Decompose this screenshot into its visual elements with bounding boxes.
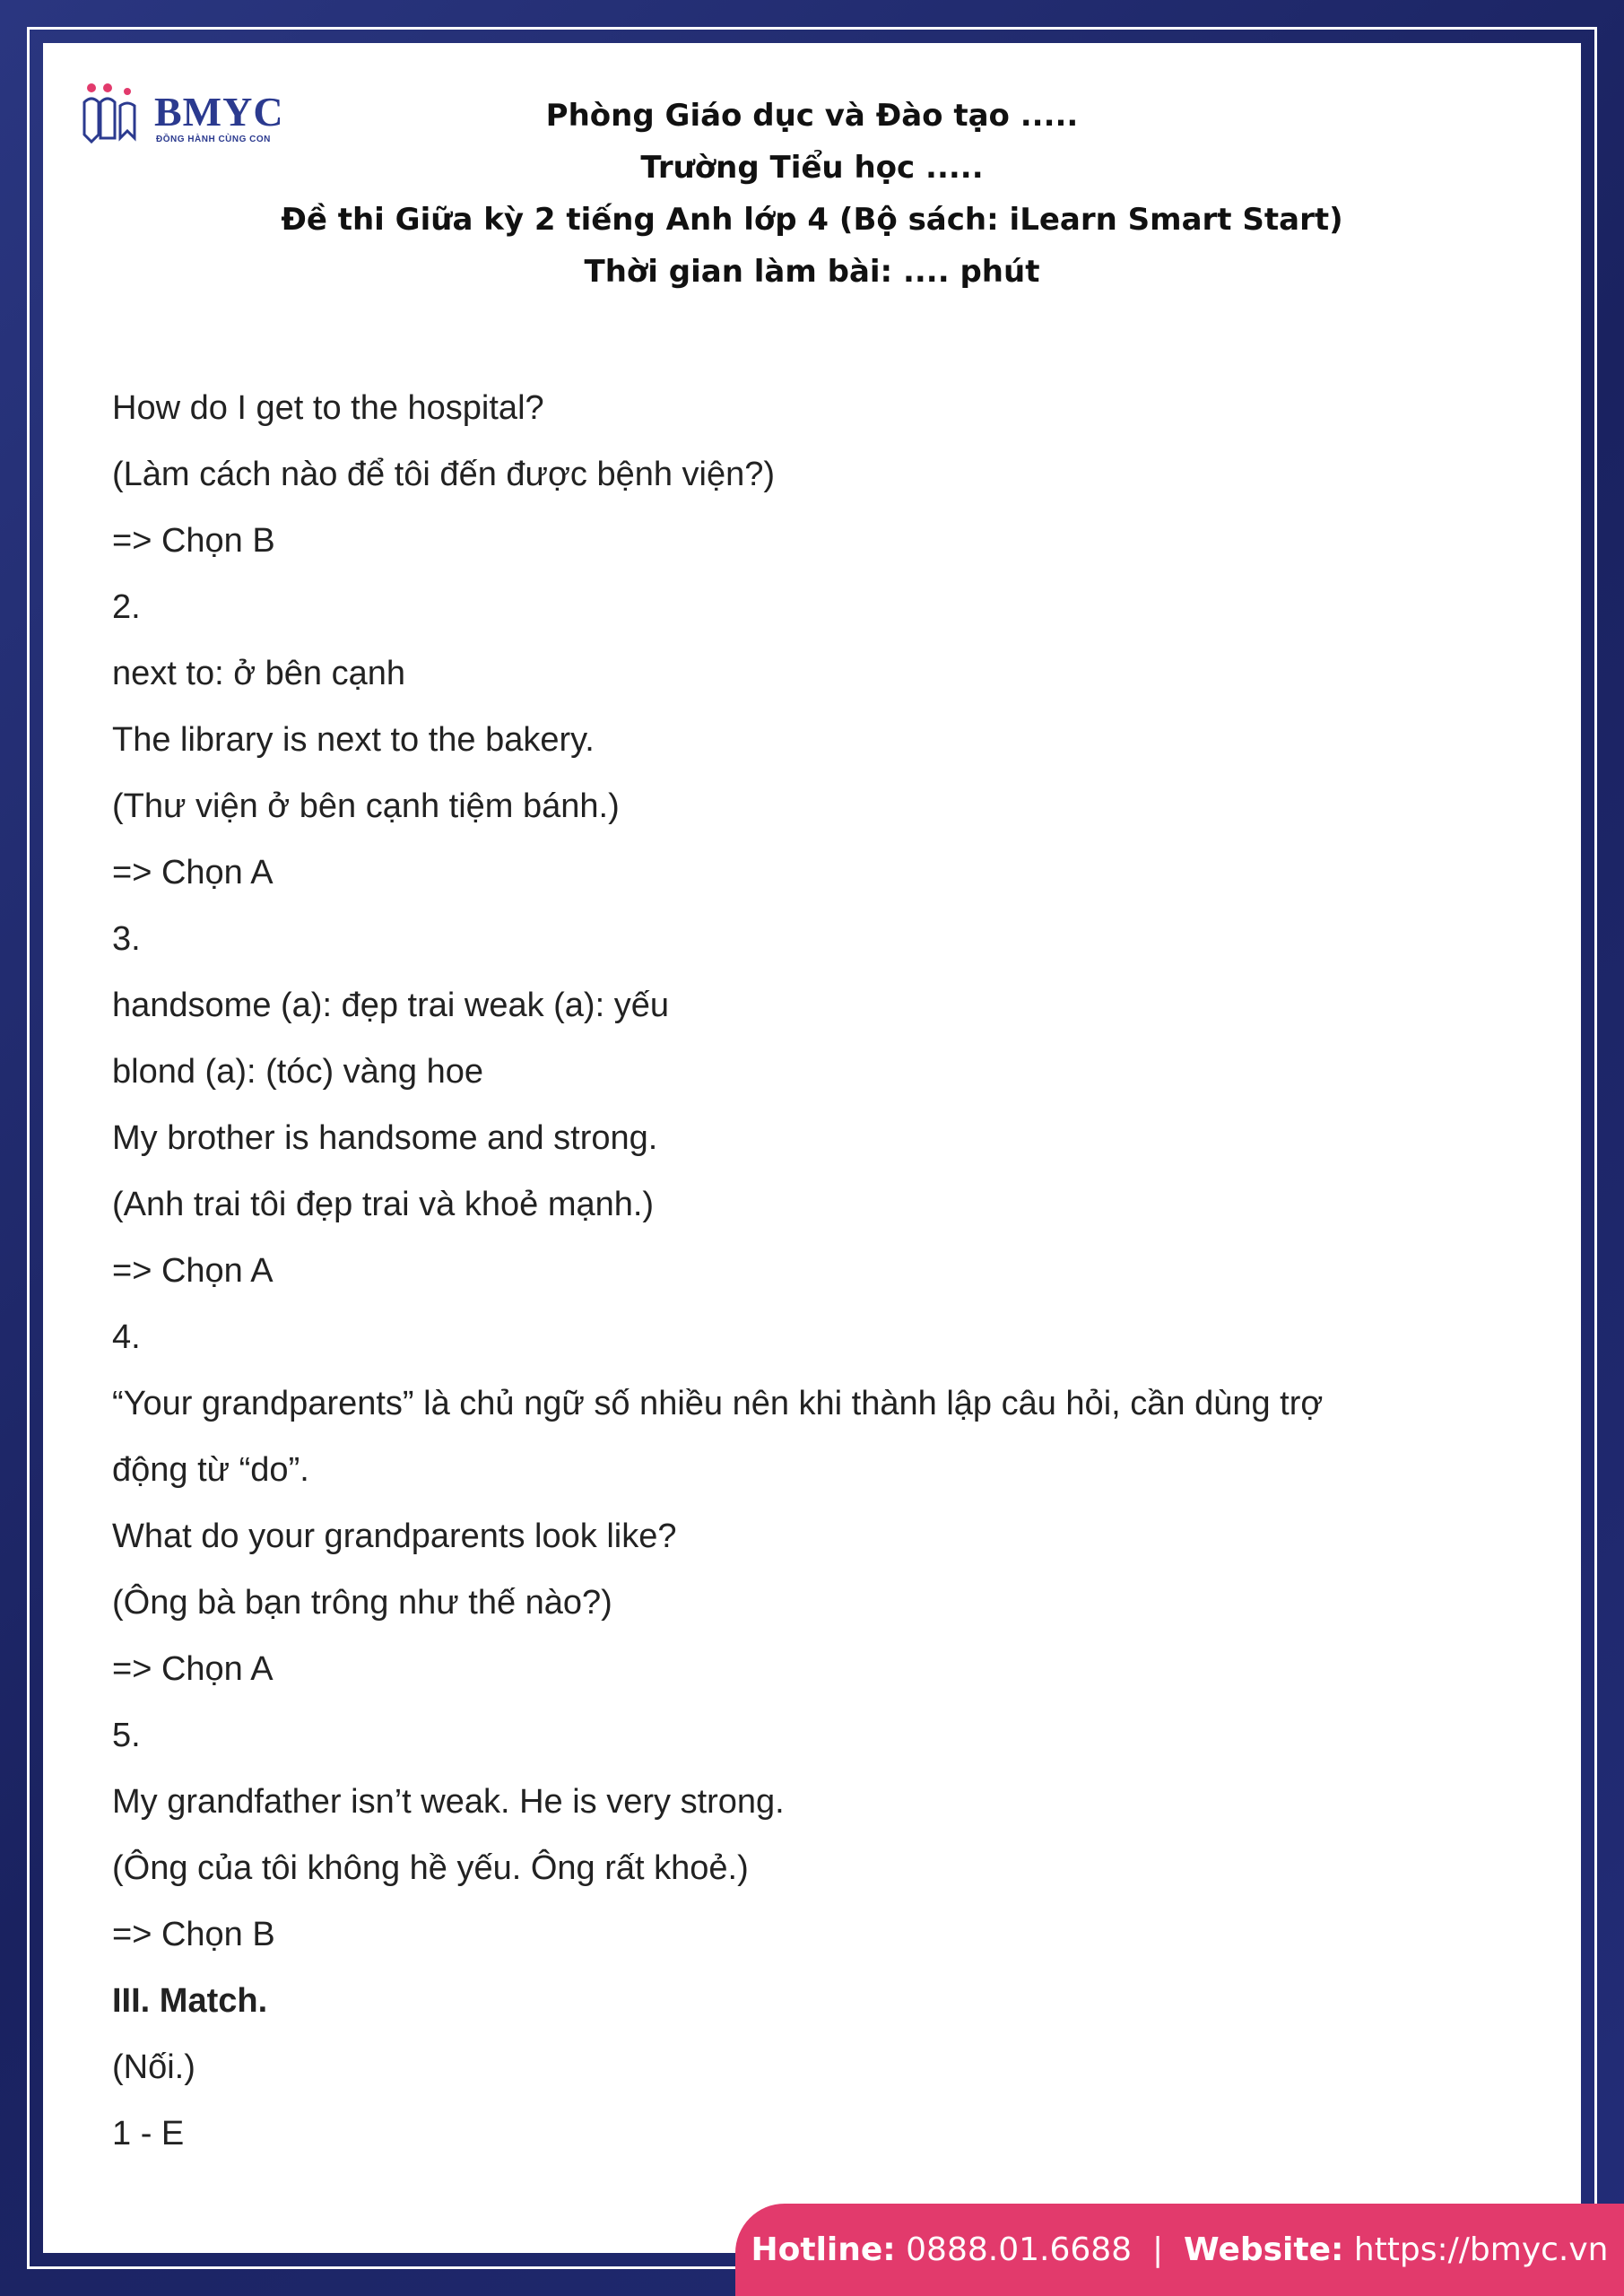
text-line: (Nối.) [112,2048,195,2086]
text-line: My grandfather isn’t weak. He is very strong. [112,1783,785,1821]
text-line: (Ông của tôi không hề yếu. Ông rất khoẻ.) [112,1849,749,1887]
text-line: How do I get to the hospital? [112,389,544,427]
text-line: => Chọn B [112,522,275,560]
footer-separator: | [1151,2231,1164,2268]
answer-key-content [112,375,1529,2167]
brand-tagline: ĐỒNG HÀNH CÙNG CON [156,135,271,144]
website-label: Website: [1184,2231,1344,2268]
text-line: blond (a): (tóc) vàng hoe [112,1053,484,1091]
text-line: next to: ở bên cạnh [112,655,406,692]
document-page [43,43,1581,2253]
header-school: Trường Tiểu học ..... [640,150,984,186]
text-line: => Chọn A [112,854,274,891]
text-line: => Chọn A [112,1252,274,1290]
text-line: 4. [112,1318,141,1356]
text-line: (Ông bà bạn trông như thế nào?) [112,1584,612,1622]
text-line: (Thư viện ở bên cạnh tiệm bánh.) [112,787,620,825]
text-line: The library is next to the bakery. [112,721,595,759]
text-line: 5. [112,1717,141,1754]
section-heading: III. Match. [112,1982,268,2020]
text-line: handsome (a): đẹp trai weak (a): yếu [112,987,669,1024]
brand-name: BMYC [154,89,284,135]
text-line: 3. [112,920,141,958]
text-line: “Your grandparents” là chủ ngữ số nhiều nên khi thành lập câu hỏi, cần dùng trợ [112,1385,1324,1422]
text-line: => Chọn A [112,1650,274,1688]
text-line: 1 - E [112,2115,185,2152]
header-exam-title: Đề thi Giữa kỳ 2 tiếng Anh lớp 4 (Bộ sách: iLearn Smart Start) [281,202,1343,238]
website-link[interactable]: https://bmyc.vn [1353,2231,1609,2268]
text-line: => Chọn B [112,1916,275,1953]
header-duration: Thời gian làm bài: .... phút [584,254,1040,290]
text-line: động từ “do”. [112,1451,309,1489]
hotline-number[interactable]: 0888.01.6688 [906,2231,1133,2268]
text-line: What do your grandparents look like? [112,1518,677,1555]
text-line: (Làm cách nào để tôi đến được bệnh viện?) [112,456,776,493]
text-line: 2. [112,588,141,626]
hotline-label: Hotline: [751,2231,896,2268]
document-header [43,90,1581,298]
header-department: Phòng Giáo dục và Đào tạo ..... [545,98,1079,134]
text-line: My brother is handsome and strong. [112,1119,658,1157]
text-line: (Anh trai tôi đẹp trai và khoẻ mạnh.) [112,1186,655,1223]
contact-footer [735,2204,1624,2296]
